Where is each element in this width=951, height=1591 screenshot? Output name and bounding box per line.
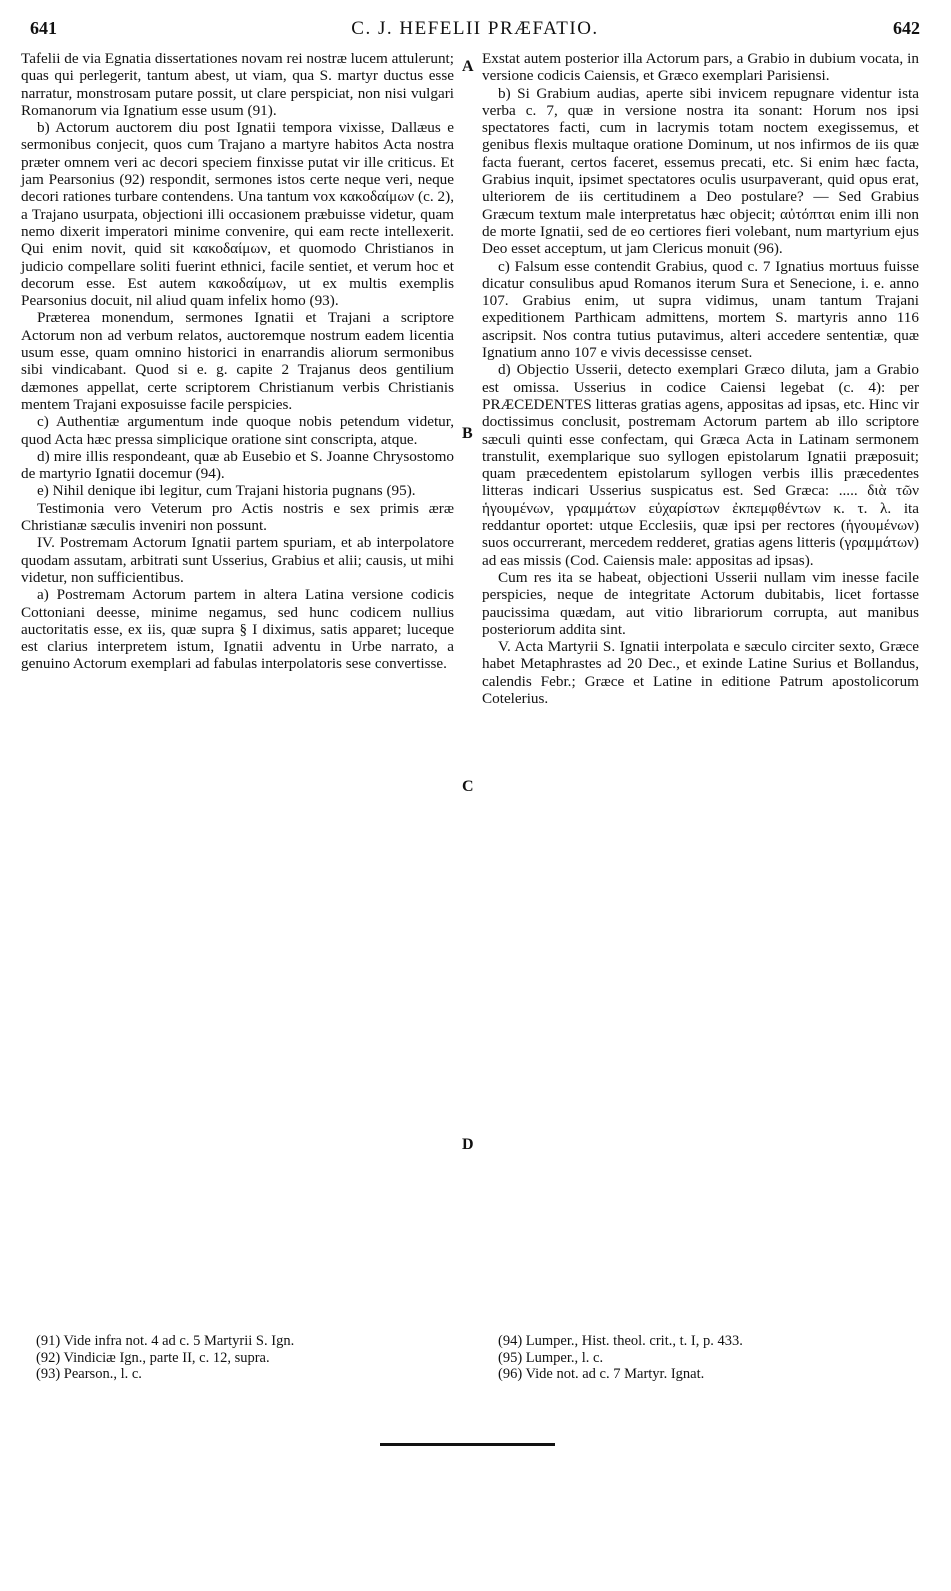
running-title: C. J. HEFELII PRÆFATIO. — [351, 18, 599, 39]
right-column — [482, 50, 919, 707]
page-number-left: 641 — [30, 18, 57, 38]
footnote-96: (96) Vide not. ad c. 7 Martyr. Ignat. — [498, 1366, 705, 1382]
left-paragraph-4: c) Authentiæ argumentum inde quoque nobis petendum videtur, quod Acta hæc pressa simplicique oratione sint conscripta, atque. — [21, 413, 454, 448]
left-paragraph-5: d) mire illis respondeant, quæ ab Eusebio et S. Joanne Chrysostomo de martyrio Ignatii docemur (94). — [21, 447, 454, 483]
right-paragraph-1: Exstat autem posterior illa Actorum pars, a Grabio in dubium vocata, in versione codicis Caiensis, et Græco exemplari Parisiensi. — [482, 50, 919, 85]
page-header — [30, 18, 920, 44]
left-paragraph-6: e) Nihil denique ibi legitur, cum Trajani historia pugnans (95). — [37, 482, 416, 500]
margin-letter-c: C — [462, 778, 474, 795]
left-paragraph-9: a) Postremam Actorum partem in altera Latina versione codicis Cottoniani deesse, minime negamus, sed hunc codicem nullius auctoritatis esse, ex iis, quæ supra § I diximus, satis apparet; luceque est clarius interpretem istum, Ignatii adventu in Urbe narrato, a genuino Actorum exemplari ad fabulas interpolatoris sese convertisse. — [21, 586, 454, 673]
left-paragraph-7: Testimonia vero Veterum pro Actis nostris e sex primis æræ Christianæ sæculis inveniri non possunt. — [21, 499, 454, 535]
left-paragraph-3: Præterea monendum, sermones Ignatii et Trajani a scriptore Actorum non ad verbum relatos, auctoremque nostrum eadem licentia usum esse, quam omnino historici in enarrandis aliorum sermonibus sibi vindicabant. Quod si e. g. capite 2 Trajanus deos gentilium dæmones appellat, certe scriptorem Christianum verbis Christianis mentem Trajani exposuisse facile perspicies. — [21, 309, 454, 413]
left-paragraph-1: Tafelii de via Egnatia dissertationes novam rei nostræ lucem attulerunt; quas qui perlegerit, tantum abest, ut viam, qua S. martyr ductus esse narratur, monstrosam putare possit, ut clare perspiciat, non nisi vulgari Romanorum via Ignatium esse usum (91). — [21, 50, 454, 119]
left-paragraph-2: b) Actorum auctorem diu post Ignatii tempora vixisse, Dallæus e sermonibus conjecit, quos cum Trajano a martyre habitos Acta nostra præter omnem veri ac decori speciem finxisse putat vir ille criticus. Et jam Pearsonius (92) respondit, sermones istos certe neque veri, neque decori rationes turbare contendens. Una tantum vox κακοδαίμων (c. 2), a Trajano usurpata, objectioni illi occasionem præbuisse videtur, quam nemo dixerit imperatori minime convenire, qui eam recte intellexerit. Qui enim novit, quid sit κακοδαίμων, et quomodo Christianos in judicio compellare soliti fuerint ethnici, facile sentiet, et verum hoc et decorum esse. Est autem κακοδαίμων, ut ex multis exemplis Pearsonius docuit, nil aliud quam infelix homo (93). — [21, 119, 454, 310]
end-rule — [380, 1443, 555, 1446]
footnotes-left — [36, 1333, 456, 1383]
footnote-93: (93) Pearson., l. c. — [36, 1366, 142, 1382]
footnote-92: (92) Vindiciæ Ign., parte II, c. 12, supra. — [36, 1349, 270, 1366]
right-paragraph-6: V. Acta Martyrii S. Ignatii interpolata e sæculo circiter sexto, Græce habet Metaphrastes ad 20 Dec., et exinde Latine Surius et Bollandus, calendis Febr.; Græce et Latine in editione Patrum apostolicorum Cotelerius. — [482, 638, 919, 707]
left-column — [21, 50, 454, 673]
page-number-right: 642 — [893, 18, 920, 38]
margin-letter-d: D — [462, 1136, 474, 1153]
right-paragraph-3: c) Falsum esse contendit Grabius, quod c. 7 Ignatius mortuus fuisse dicatur consulibus apud Romanos iterum Sura et Senecione, i. e. anno 107. Grabius enim, ut supra vidimus, unam tantum Trajani expeditionem Parthicam admittens, mortem S. martyris anno 116 ascripsit. Nos contra tutius putavimus, alteri accedere sententiæ, quæ Ignatium anno 107 e vivis decessisse censet. — [482, 257, 919, 362]
right-paragraph-4: d) Objectio Usserii, detecto exemplari Græco diluta, jam a Grabio est omissa. Usserius in codice Caiensi legebat (c. 4): per PRÆCEDENTES litteras gratias agens, appositas ad ipsas, etc. Hinc vir doctissimus conclusit, postremam Actorum partem ab illo scriptore sæculi quinti esse confectam, qui Græca Acta in Latinam sermonem transtulit, exemplarique suo syllogen epistolarum Ignatii præposuit; quam præcedentem epistolarum syllogen verbis illis præcedentes litteras indicari Usserius suspicatus est. Sed Græca: ..... διὰ τῶν ἡγουμένων, γραμμάτων εὐχαρίστων ἐκπεμφθέντων κ. τ. λ. ita reddantur oportet: utque Ecclesiis, quæ ipsi per rectores (ἡγουμένων) suos occurrerant, mercedem redderet, gratias agens litteris (γραμμάτων) ad eas missis (Cod. Caiensis male: appositas ad ipsas). — [482, 361, 919, 569]
left-paragraph-8: IV. Postremam Actorum Ignatii partem spuriam, et ab interpolatore quodam assutam, arbitrati sunt Usserius, Grabius et alii; causis, ut mihi videtur, non sufficientibus. — [21, 534, 454, 586]
right-paragraph-5: Cum res ita se habeat, objectioni Usserii nullam vim inesse facile perspicies, neque de integritate Actorum dubitabis, licet fortasse paucissima quædam, aut vitio librariorum corrupta, aut manibus posteriorum addita sint. — [482, 568, 919, 638]
footnote-91: (91) Vide infra not. 4 ad c. 5 Martyrii S. Ign. — [36, 1333, 295, 1349]
footnote-95: (95) Lumper., l. c. — [498, 1349, 604, 1366]
margin-letter-a: A — [462, 58, 474, 75]
right-paragraph-2: b) Si Grabium audias, aperte sibi invicem repugnare videntur ista verba c. 7, quæ in versione nostra ita sonant: Horum nos ipsi spectatores facti, cum in lacrymis totam noctem exegissemus, et genibus flexis multaque oratione Dominum, ut nos infirmos de iis quæ facta fuerant, certos faceret, essemus precati, etc. Si enim hæc facta, Grabius inquit, ipsimet spectatores oculis usurpaverant, quid opus erat, ulteriorem de iis certitudinem a Deo postulare? — Sed Grabius Græcum textum male interpretatus hæc objecit; αὐτόπται enim illi non de morte Ignatii, sed de eo certiores fieri volebant, num martyrium ejus Deo esset acceptum, ut jam Clericus monuit (96). — [482, 84, 919, 258]
margin-letter-b: B — [462, 425, 473, 442]
footnote-94: (94) Lumper., Hist. theol. crit., t. I, p. 433. — [498, 1333, 743, 1349]
footnotes-right — [498, 1333, 918, 1383]
